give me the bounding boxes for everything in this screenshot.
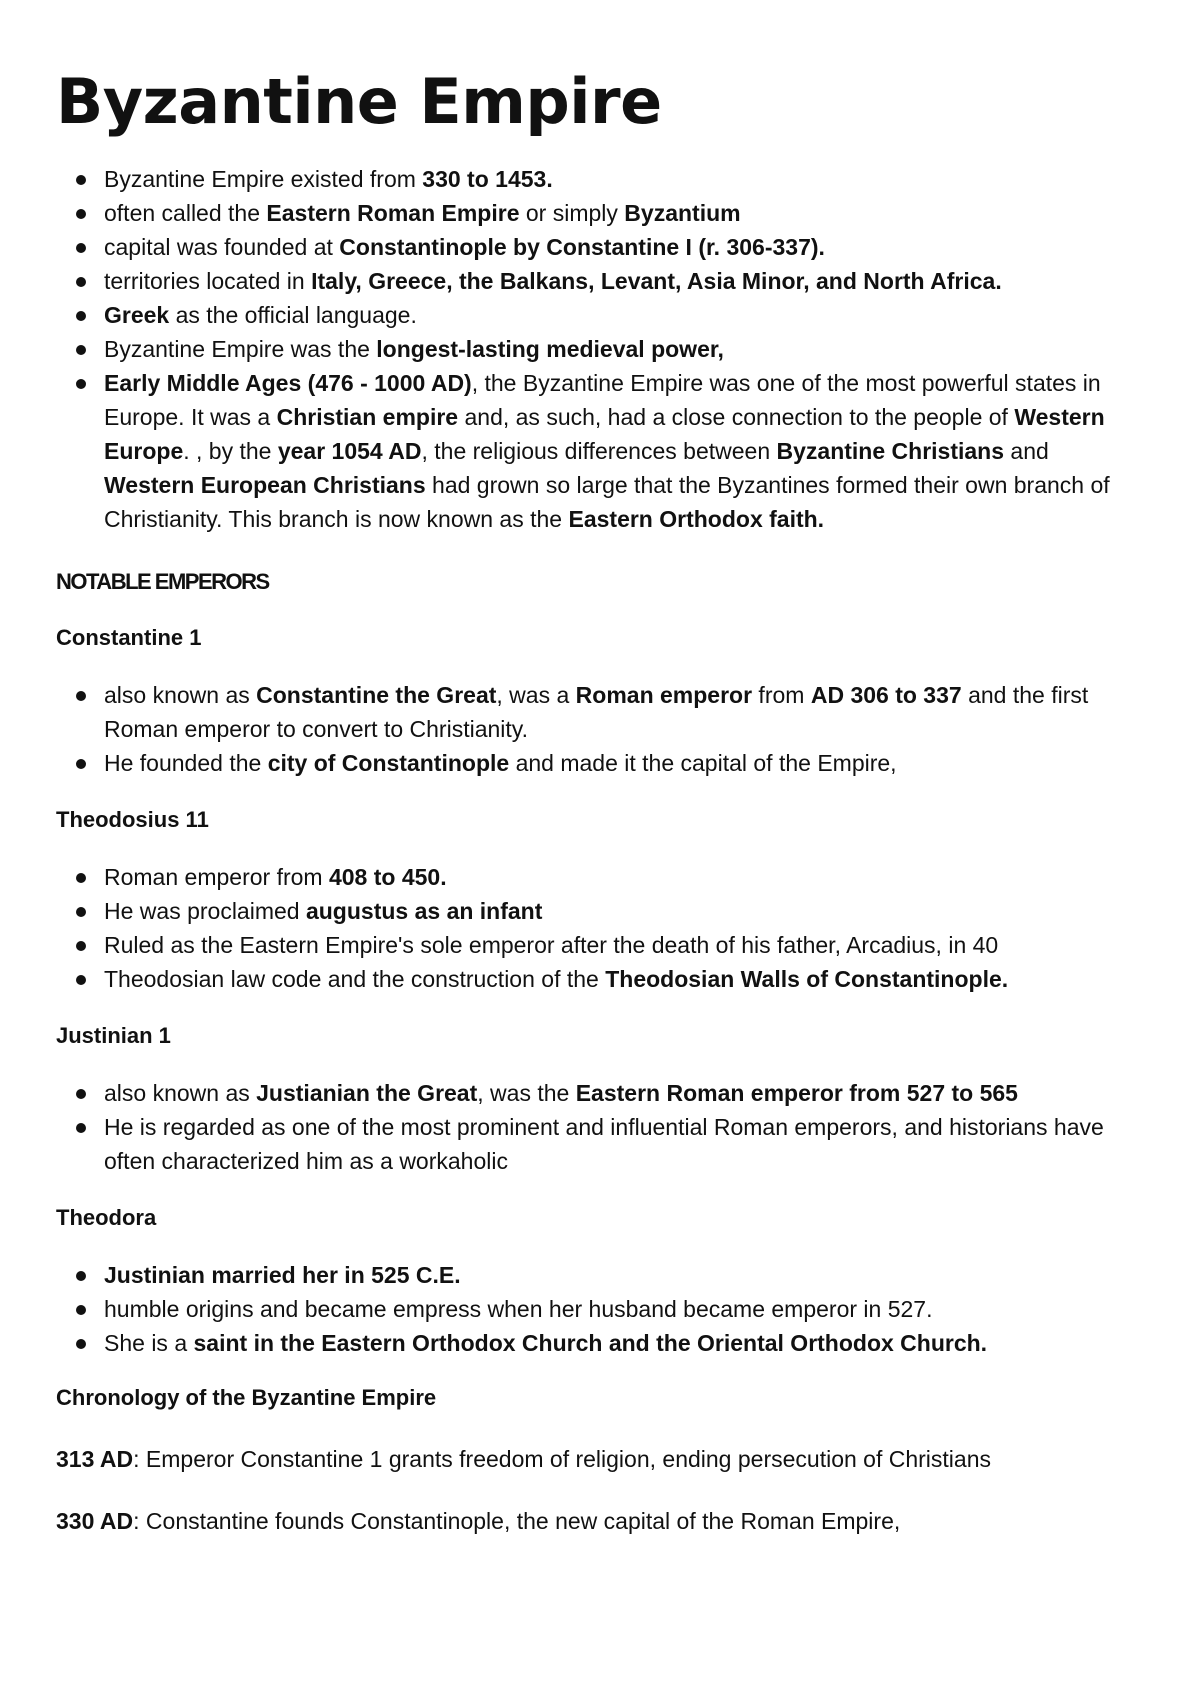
text-run: He was proclaimed (104, 898, 306, 924)
text-run: had grown so large that the Byzantines formed their own branch of Christianity. This branch is now known as the (104, 472, 1110, 532)
bullet-item (56, 1110, 1144, 1178)
text-run: Theodosian law code and the construction of the (104, 966, 606, 992)
chronology-entry (56, 1442, 1144, 1476)
bullet-dot-icon (76, 379, 86, 389)
bullet-dot-icon (76, 243, 86, 253)
document-title: Byzantine Empire (56, 65, 662, 138)
text-run: or simply (519, 200, 625, 226)
bullet-item (56, 1326, 1144, 1360)
bold-text: Justianian the Great (256, 1080, 478, 1106)
bold-text: Western Europe (104, 404, 1105, 464)
emperor-bullet-list (56, 678, 1144, 780)
bullet-item (56, 196, 1144, 230)
text-run: , the religious differences between (421, 438, 777, 464)
text-run: , was the (477, 1080, 576, 1106)
text-run: , the Byzantine Empire was one of the most powerful states in Europe. It was a (104, 370, 1101, 430)
text-run: and the first Roman emperor to convert to Christianity. (104, 682, 1089, 742)
bullet-item (56, 332, 1144, 366)
bullet-dot-icon (76, 907, 86, 917)
text-run: , was a (496, 682, 576, 708)
bold-text: augustus as an infant (305, 898, 543, 924)
bold-text: Italy, Greece, the Balkans, Levant, Asia Minor, and North Africa. (311, 268, 1002, 294)
text-run: and made it the capital of the Empire, (509, 750, 897, 776)
bullet-dot-icon (76, 1339, 86, 1349)
bold-text: Byzantium (624, 200, 741, 226)
bullet-dot-icon (76, 209, 86, 219)
bullet-dot-icon (76, 311, 86, 321)
notable-emperors-heading: NOTABLE EMPERORS (56, 569, 269, 594)
text-run: from (752, 682, 811, 708)
bullet-dot-icon (76, 691, 86, 701)
bullet-item (56, 366, 1144, 536)
text-run: capital was founded at (104, 234, 340, 260)
chronology-text: : Emperor Constantine 1 grants freedom of religion, ending persecution of Christians (133, 1446, 991, 1472)
emperors-section (56, 622, 1144, 1360)
bold-text: longest-lasting medieval power, (376, 336, 724, 362)
bullet-item (56, 860, 1144, 894)
text-run: humble origins and became empress when her husband became emperor in 527. (104, 1296, 933, 1322)
text-run: as the official language. (169, 302, 417, 328)
bold-text: Eastern Roman emperor from 527 to 565 (575, 1080, 1018, 1106)
bold-text: Western European Christians (104, 472, 426, 498)
text-run: She is a (104, 1330, 194, 1356)
bullet-dot-icon (76, 1305, 86, 1315)
bold-text: 408 to 450. (328, 864, 447, 890)
bold-text: Early Middle Ages (476 - 1000 AD) (104, 370, 472, 396)
bold-text: AD 306 to 337 (810, 682, 962, 708)
bullet-dot-icon (76, 1123, 86, 1133)
bullet-item (56, 162, 1144, 196)
bullet-dot-icon (76, 759, 86, 769)
emperor-bullet-list (56, 1258, 1144, 1360)
emperor-name-heading: Theodora (56, 1205, 157, 1230)
bold-text: Byzantine Christians (776, 438, 1005, 464)
bold-text: saint in the Eastern Orthodox Church and the Oriental Orthodox Church. (193, 1330, 988, 1356)
text-run: and (1004, 438, 1049, 464)
bullet-item (56, 1076, 1144, 1110)
text-run: often called the (104, 200, 267, 226)
bullet-item (56, 264, 1144, 298)
text-run: Byzantine Empire existed from (104, 166, 423, 192)
text-run: and, as such, had a close connection to the people of (458, 404, 1015, 430)
text-run: territories located in (104, 268, 312, 294)
bullet-item (56, 1292, 1144, 1326)
bullet-item (56, 230, 1144, 264)
bold-text: Justinian married her in 525 C.E. (104, 1262, 461, 1288)
bullet-item (56, 298, 1144, 332)
bold-text: Constantinople by Constantine I (r. 306-337). (339, 234, 825, 260)
bullet-dot-icon (76, 941, 86, 951)
bold-text: Theodosian Walls of Constantinople. (605, 966, 1009, 992)
emperor-bullet-list (56, 1076, 1144, 1178)
chronology-heading: Chronology of the Byzantine Empire (56, 1385, 437, 1410)
bold-text: Constantine the Great (256, 682, 497, 708)
bullet-item (56, 678, 1144, 746)
bullet-dot-icon (76, 1089, 86, 1099)
chronology-entry (56, 1504, 1144, 1538)
text-run: also known as (104, 682, 257, 708)
bullet-dot-icon (76, 1271, 86, 1281)
bold-text: Christian empire (276, 404, 459, 430)
chronology-year: 330 AD (56, 1508, 134, 1534)
chronology-text: : Constantine founds Constantinople, the new capital of the Roman Empire, (133, 1508, 901, 1534)
chronology-section (56, 1442, 1144, 1538)
bullet-dot-icon (76, 277, 86, 287)
bold-text: Greek (104, 302, 170, 328)
bullet-item (56, 746, 1144, 780)
bullet-dot-icon (76, 345, 86, 355)
bold-text: Eastern Orthodox faith. (568, 506, 825, 532)
text-run: . , by the (183, 438, 278, 464)
bullet-dot-icon (76, 975, 86, 985)
bullet-item (56, 894, 1144, 928)
text-run: also known as (104, 1080, 257, 1106)
bullet-item (56, 962, 1144, 996)
emperor-name-heading: Theodosius 11 (56, 807, 209, 832)
bold-text: Roman emperor (575, 682, 753, 708)
bold-text: 330 to 1453. (422, 166, 553, 192)
bold-text: year 1054 AD (277, 438, 422, 464)
text-run: He is regarded as one of the most prominent and influential Roman emperors, and historians have often characterized him as a workaholic (104, 1114, 1104, 1174)
emperor-name-heading: Constantine 1 (56, 625, 202, 650)
bullet-dot-icon (76, 873, 86, 883)
emperor-name-heading: Justinian 1 (56, 1023, 171, 1048)
bullet-item (56, 1258, 1144, 1292)
bullet-item (56, 928, 1144, 962)
bold-text: Eastern Roman Empire (266, 200, 520, 226)
text-run: Ruled as the Eastern Empire's sole emperor after the death of his father, Arcadius, in 40 (104, 932, 999, 958)
bullet-dot-icon (76, 175, 86, 185)
text-run: He founded the (104, 750, 268, 776)
chronology-year: 313 AD (56, 1446, 134, 1472)
text-run: Roman emperor from (104, 864, 329, 890)
emperor-bullet-list (56, 860, 1144, 996)
bold-text: city of Constantinople (267, 750, 510, 776)
text-run: Byzantine Empire was the (104, 336, 377, 362)
intro-bullet-list (56, 162, 1144, 536)
